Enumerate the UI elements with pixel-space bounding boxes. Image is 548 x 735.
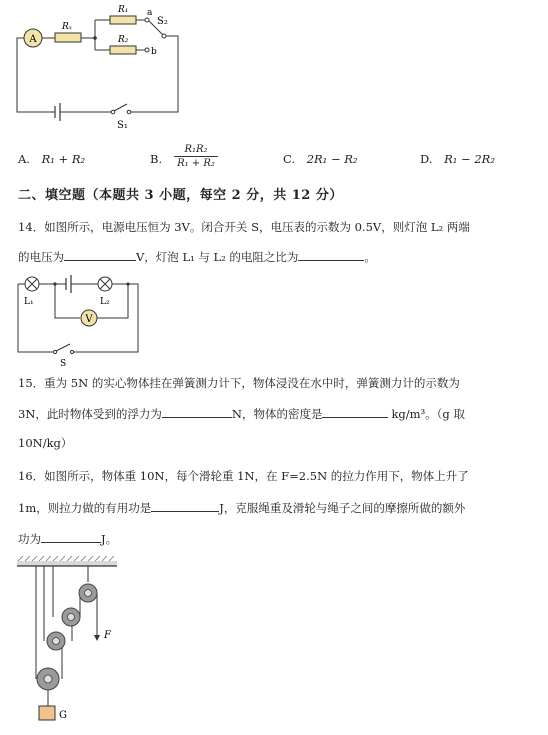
pulley-bottom xyxy=(37,668,59,690)
resistor-r2 xyxy=(110,46,136,54)
force-label: F xyxy=(104,630,111,641)
q16-blank-1[interactable] xyxy=(151,499,219,512)
option-a-label: A. xyxy=(18,152,30,166)
lamp-l1-label: L₁ xyxy=(24,297,34,307)
q15-text-b: N，物体的密度是 xyxy=(231,407,323,421)
q14-blank-1[interactable] xyxy=(64,248,136,261)
q14-text-c: 。 xyxy=(364,250,376,264)
q16-line1: 16．如图所示，物体重 10N，每个滑轮重 1N，在 F=2.5N 的拉力作用下，物体上升了 xyxy=(18,469,469,483)
q16-text-c: 功为 xyxy=(18,532,41,546)
q16-line3 xyxy=(18,530,117,547)
pulley-top xyxy=(79,584,97,602)
q14-text-b: V，灯泡 L₁ 与 L₂ 的电阻之比为 xyxy=(136,250,299,264)
switch-s1-label: S₁ xyxy=(117,120,128,131)
q14-blank-2[interactable] xyxy=(298,248,364,261)
q14-line1: 14．如图所示，电源电压恒为 3V。闭合开关 S，电压表的示数为 0.5V，则灯泡 L₂ 两端 xyxy=(18,220,470,234)
terminal-a-label: a xyxy=(147,8,153,18)
option-a-expr: R₁ + R₂ xyxy=(41,152,86,166)
circuit-diagram-top xyxy=(0,0,200,135)
resistor-r1 xyxy=(110,16,136,24)
option-b-numerator: R₁R₂ xyxy=(184,144,208,155)
force-arrow-icon xyxy=(94,635,100,641)
section-title: 二、填空题（本题共 3 小题，每空 2 分，共 12 分） xyxy=(18,188,343,203)
ammeter-label: A xyxy=(29,34,37,45)
option-b-label: B. xyxy=(150,152,163,166)
option-c[interactable] xyxy=(283,152,358,166)
weight-label: G xyxy=(59,710,67,721)
rx-label: Rₓ xyxy=(62,22,72,32)
q15-text-a: 3N，此时物体受到的浮力为 xyxy=(18,407,162,421)
option-d[interactable] xyxy=(420,152,495,166)
circuit-diagram-q14 xyxy=(0,270,160,370)
q15-line2 xyxy=(18,405,465,422)
option-b-denominator: R₁ + R₂ xyxy=(177,158,215,169)
option-c-label: C. xyxy=(283,152,296,166)
q15-blank-2[interactable] xyxy=(322,405,388,418)
q16-text-d: J。 xyxy=(101,532,118,546)
lamp-l2-label: L₂ xyxy=(100,297,110,307)
ceiling xyxy=(17,561,117,566)
q14-line2 xyxy=(18,248,376,265)
pulley-diagram xyxy=(0,555,140,730)
option-d-label: D. xyxy=(420,152,433,166)
weight-block xyxy=(39,706,55,720)
q15-text-c: kg/m³。（g 取 xyxy=(391,407,465,421)
q16-text-a: 1m，则拉力做的有用功是 xyxy=(18,501,152,515)
option-d-expr: R₁ − 2R₂ xyxy=(444,152,495,166)
switch-s2-label: S₂ xyxy=(157,16,168,27)
q15-blank-1[interactable] xyxy=(162,405,232,418)
q15-line3: 10N/kg） xyxy=(18,436,73,450)
q16-blank-2[interactable] xyxy=(41,530,101,543)
switch-s-label: S xyxy=(60,359,67,369)
q16-text-b: J，克服绳重及滑轮与绳子之间的摩擦所做的额外 xyxy=(219,501,466,515)
q14-text-a: 的电压为 xyxy=(18,250,64,264)
r2-label: R₂ xyxy=(118,35,129,45)
resistor-rx xyxy=(55,33,81,42)
option-a[interactable] xyxy=(18,152,85,166)
q16-line2 xyxy=(18,499,465,516)
r1-label: R₁ xyxy=(118,5,129,15)
pulley-middle-1 xyxy=(62,608,80,626)
voltmeter-label: V xyxy=(85,314,93,325)
option-c-expr: 2R₁ − R₂ xyxy=(306,152,358,166)
q15-line1: 15．重为 5N 的实心物体挂在弹簧测力计下，物体浸没在水中时，弹簧测力计的示数为 xyxy=(18,376,460,390)
terminal-b-label: b xyxy=(151,47,157,57)
pulley-middle-2 xyxy=(47,632,65,650)
